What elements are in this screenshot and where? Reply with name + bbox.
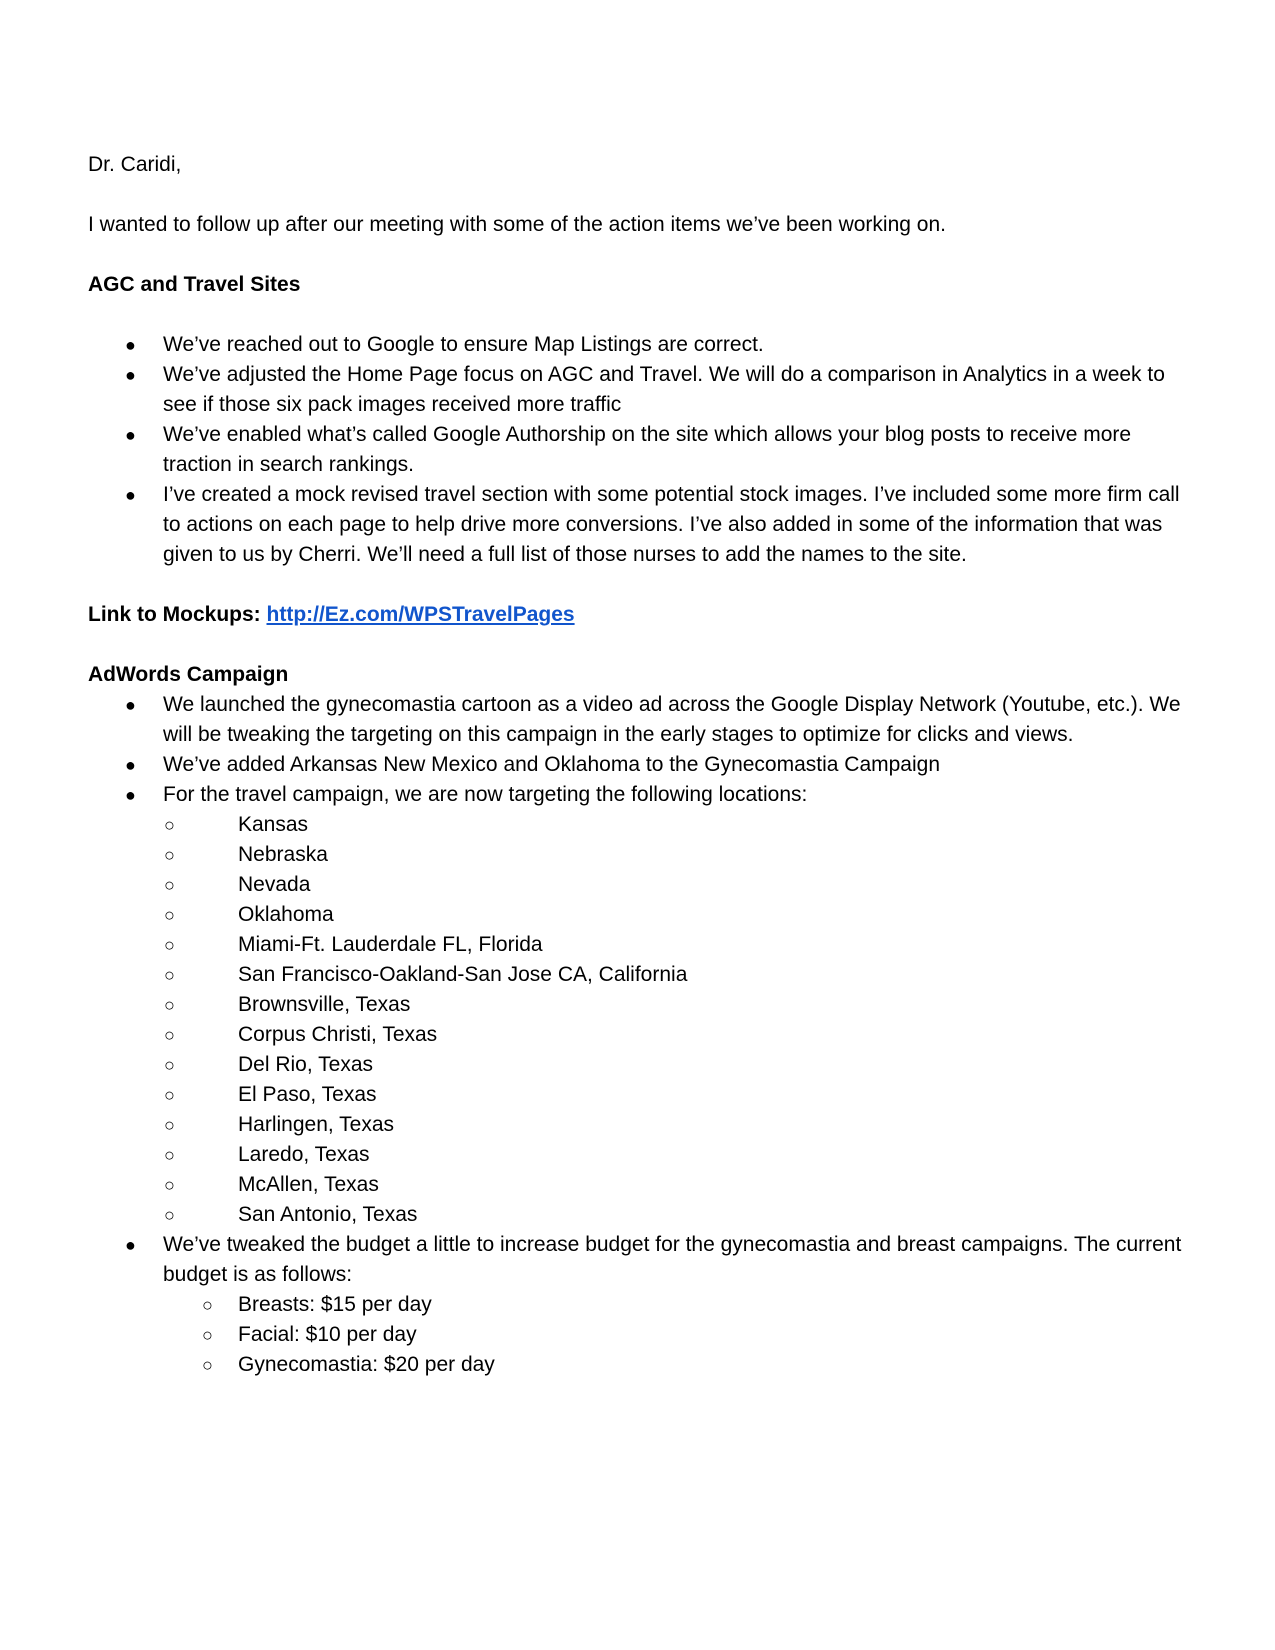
- list-item: ● We’ve added Arkansas New Mexico and Oklahoma to the Gynecomastia Campaign: [88, 750, 1188, 780]
- location-item: ○ El Paso, Texas: [88, 1080, 1188, 1110]
- budget-item: ○ Gynecomastia: $20 per day: [88, 1350, 1188, 1380]
- location-item: ○ Miami-Ft. Lauderdale FL, Florida: [88, 930, 1188, 960]
- location-list: [163, 810, 1188, 1230]
- location-item: ○ Corpus Christi, Texas: [88, 1020, 1188, 1050]
- list-item: ● We’ve enabled what’s called Google Authorship on the site which allows your blog posts to receive more traction in search rankings.: [88, 420, 1188, 480]
- mockups-line: [88, 600, 1188, 630]
- location-item: ○ San Antonio, Texas: [88, 1200, 1188, 1230]
- mockups-label: Link to Mockups:: [88, 603, 267, 626]
- travel-item-text: For the travel campaign, we are now targeting the following locations:: [163, 783, 808, 806]
- location-item: ○ Harlingen, Texas: [88, 1110, 1188, 1140]
- budget-list: [163, 1290, 1188, 1380]
- location-item: ○ Nevada: [88, 870, 1188, 900]
- intro-paragraph: I wanted to follow up after our meeting with some of the action items we’ve been working on.: [88, 213, 946, 236]
- location-item: ○ Laredo, Texas: [88, 1140, 1188, 1170]
- agc-bullet-list: [88, 330, 1188, 570]
- budget-item: ○ Facial: $10 per day: [88, 1320, 1188, 1350]
- list-item: [88, 1230, 1188, 1380]
- letter-page: [88, 150, 1188, 1380]
- location-item: ○ McAllen, Texas: [88, 1170, 1188, 1200]
- location-item: ○ Del Rio, Texas: [88, 1050, 1188, 1080]
- budget-item-text: We’ve tweaked the budget a little to increase budget for the gynecomastia and breast campaigns. The current budget is as follows:: [163, 1233, 1182, 1286]
- adwords-section-heading: AdWords Campaign: [88, 663, 289, 686]
- list-item: [88, 780, 1188, 1230]
- agc-section-heading: AGC and Travel Sites: [88, 273, 301, 296]
- location-item: ○ Oklahoma: [88, 900, 1188, 930]
- list-item: ● We’ve adjusted the Home Page focus on AGC and Travel. We will do a comparison in Analytics in a week to see if those six pack images received more traffic: [88, 360, 1188, 420]
- greeting: Dr. Caridi,: [88, 153, 182, 176]
- location-item: ○ Nebraska: [88, 840, 1188, 870]
- list-item: ● We launched the gynecomastia cartoon as a video ad across the Google Display Network (Youtube, etc.). We will be tweaking the targeting on this campaign in the early stages to optimize for clicks and views.: [88, 690, 1188, 750]
- budget-item: ○ Breasts: $15 per day: [88, 1290, 1188, 1320]
- location-item: ○ San Francisco-Oakland-San Jose CA, California: [88, 960, 1188, 990]
- location-item: ○ Brownsville, Texas: [88, 990, 1188, 1020]
- list-item: ● We’ve reached out to Google to ensure Map Listings are correct.: [88, 330, 1188, 360]
- adwords-bullet-list: [88, 690, 1188, 1380]
- list-item: ● I’ve created a mock revised travel section with some potential stock images. I’ve included some more firm call to actions on each page to help drive more conversions. I’ve also added in some of the information that was given to us by Cherri. We’ll need a full list of those nurses to add the names to the site.: [88, 480, 1188, 570]
- location-item: ○ Kansas: [88, 810, 1188, 840]
- mockups-link[interactable]: http://Ez.com/WPSTravelPages: [266, 603, 575, 626]
